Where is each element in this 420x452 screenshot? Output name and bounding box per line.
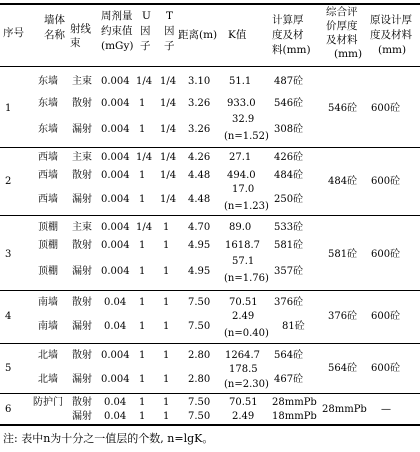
k-cell: 51.1 xyxy=(229,76,252,87)
beam-cell: 漏射 xyxy=(72,411,92,422)
header-calc-2: 度及材 xyxy=(272,29,304,41)
u-cell: 1/4 xyxy=(136,222,153,233)
wall-cell: 顶棚 xyxy=(38,240,58,251)
beam-cell: 漏射 xyxy=(72,266,92,277)
eval-cell: 484砼 xyxy=(328,176,358,187)
k-cell: 1264.7 xyxy=(225,350,260,361)
seq-cell: 6 xyxy=(5,404,12,415)
u-cell: 1 xyxy=(139,170,146,181)
limit-cell: 0.004 xyxy=(101,222,130,233)
beam-cell: 漏射 xyxy=(72,194,92,205)
header-eval-2: 价厚度 xyxy=(326,20,358,32)
k-cell: 89.0 xyxy=(229,222,252,233)
t-cell: 1 xyxy=(163,350,170,361)
beam-cell: 散射 xyxy=(72,98,92,109)
wall-cell: 顶棚 xyxy=(38,222,58,233)
distance-cell: 2.80 xyxy=(188,374,211,385)
header-orig: 原设计厚 xyxy=(370,14,412,26)
u-cell: 1 xyxy=(139,297,146,308)
header-orig-2: 度及材料 xyxy=(370,29,412,41)
orig-cell: 600砼 xyxy=(371,363,401,374)
t-cell: 1/4 xyxy=(160,194,177,205)
distance-cell: 7.50 xyxy=(188,321,211,332)
seq-cell: 1 xyxy=(5,103,12,114)
beam-cell: 散射 xyxy=(72,350,92,361)
t-cell: 1 xyxy=(163,266,170,277)
header-t-2: 因 xyxy=(164,25,175,37)
wall-cell: 东墙 xyxy=(38,98,58,109)
wall-cell: 北墙 xyxy=(38,350,58,361)
calc-cell: 564砼 xyxy=(274,350,304,361)
calc-cell: 81砼 xyxy=(282,321,305,332)
eval-cell: 564砼 xyxy=(328,363,358,374)
u-cell: 1 xyxy=(139,350,146,361)
header-u-3: 子 xyxy=(140,40,151,52)
k-cell: 178.5 xyxy=(229,364,258,375)
beam-cell: 漏射 xyxy=(72,321,92,332)
header-seq: 序号 xyxy=(3,27,24,39)
limit-cell: 0.04 xyxy=(104,297,127,308)
header-distance: 距离(m) xyxy=(178,29,218,41)
header-wall-2: 名称 xyxy=(44,29,65,41)
limit-cell: 0.004 xyxy=(101,152,130,163)
k-cell: 2.49 xyxy=(232,311,255,322)
calc-cell: 487砼 xyxy=(274,76,304,87)
u-cell: 1 xyxy=(139,321,146,332)
limit-cell: 0.004 xyxy=(101,266,130,277)
distance-cell: 3.26 xyxy=(188,124,211,135)
distance-cell: 4.26 xyxy=(188,152,211,163)
k-cell: 27.1 xyxy=(229,152,252,163)
distance-cell: 4.95 xyxy=(188,266,211,277)
limit-cell: 0.04 xyxy=(104,397,127,408)
wall-cell: 西墙 xyxy=(38,170,58,181)
k-cell: 933.0 xyxy=(227,98,256,109)
limit-cell: 0.004 xyxy=(101,98,130,109)
beam-cell: 漏射 xyxy=(72,124,92,135)
table-row xyxy=(0,362,320,394)
n-cell: (n=1.52) xyxy=(224,131,269,142)
t-cell: 1 xyxy=(163,397,170,408)
wall-cell: 西墙 xyxy=(38,194,58,205)
t-cell: 1/4 xyxy=(160,152,177,163)
header-u: U xyxy=(142,10,151,22)
eval-cell: 28mmPb xyxy=(322,404,367,415)
limit-cell: 0.004 xyxy=(101,350,130,361)
limit-cell: 0.004 xyxy=(101,124,130,135)
calc-cell: 426砼 xyxy=(274,152,304,163)
distance-cell: 7.50 xyxy=(188,297,211,308)
orig-cell: 600砼 xyxy=(371,103,401,114)
distance-cell: 4.48 xyxy=(188,170,211,181)
group-rule xyxy=(0,343,420,344)
u-cell: 1/4 xyxy=(136,152,153,163)
k-cell: 70.51 xyxy=(229,297,258,308)
seq-cell: 4 xyxy=(5,311,12,322)
limit-cell: 0.004 xyxy=(101,170,130,181)
limit-cell: 0.004 xyxy=(101,374,130,385)
eval-cell: 546砼 xyxy=(328,103,358,114)
seq-cell: 5 xyxy=(5,363,12,374)
header-eval-unit: (mm) xyxy=(334,48,363,60)
t-cell: 1/4 xyxy=(160,98,177,109)
beam-cell: 散射 xyxy=(72,397,92,408)
calc-cell: 376砼 xyxy=(274,297,304,308)
t-cell: 1 xyxy=(163,374,170,385)
calc-cell: 357砼 xyxy=(274,266,304,277)
seq-cell: 2 xyxy=(5,176,12,187)
group-rule xyxy=(0,215,420,216)
calc-cell: 533砼 xyxy=(274,222,304,233)
limit-cell: 0.004 xyxy=(101,76,130,87)
table-row xyxy=(0,222,320,242)
header-eval-3: 及材料 xyxy=(326,34,358,46)
u-cell: 1 xyxy=(139,266,146,277)
wall-cell: 南墙 xyxy=(38,297,58,308)
header-orig-unit: (mm) xyxy=(378,44,407,56)
t-cell: 1/4 xyxy=(160,124,177,135)
calc-cell: 484砼 xyxy=(274,170,304,181)
u-cell: 1 xyxy=(139,124,146,135)
beam-cell: 主束 xyxy=(72,76,92,87)
t-cell: 1 xyxy=(163,240,170,251)
orig-cell: — xyxy=(381,404,391,415)
seq-cell: 3 xyxy=(5,249,12,260)
distance-cell: 4.48 xyxy=(188,194,211,205)
header-eval: 综合评 xyxy=(326,6,358,18)
distance-cell: 2.80 xyxy=(188,350,211,361)
k-cell: 1618.7 xyxy=(225,240,260,251)
wall-cell: 东墙 xyxy=(38,124,58,135)
table-row xyxy=(0,152,320,172)
beam-cell: 主束 xyxy=(72,222,92,233)
distance-cell: 4.70 xyxy=(188,222,211,233)
wall-cell: 北墙 xyxy=(38,374,58,385)
header-rule xyxy=(0,66,420,67)
distance-cell: 3.10 xyxy=(188,76,211,87)
beam-cell: 散射 xyxy=(72,240,92,251)
calc-cell: 308砼 xyxy=(274,124,304,135)
calc-cell: 467砼 xyxy=(274,374,304,385)
calc-cell: 18mmPb xyxy=(272,411,317,422)
distance-cell: 7.50 xyxy=(188,411,211,422)
header-calc: 计算厚 xyxy=(272,14,304,26)
wall-cell: 南墙 xyxy=(38,321,58,332)
limit-cell: 0.004 xyxy=(101,194,130,205)
group-rule xyxy=(0,290,420,291)
limit-cell: 0.04 xyxy=(104,321,127,332)
u-cell: 1 xyxy=(139,374,146,385)
orig-cell: 600砼 xyxy=(371,311,401,322)
calc-cell: 546砼 xyxy=(274,98,304,109)
distance-cell: 7.50 xyxy=(188,397,211,408)
header-calc-3: 料(mm) xyxy=(272,44,311,56)
u-cell: 1 xyxy=(139,98,146,109)
distance-cell: 4.95 xyxy=(188,240,211,251)
wall-cell: 西墙 xyxy=(38,152,58,163)
t-cell: 1 xyxy=(163,411,170,422)
table-top-rule xyxy=(0,3,420,5)
group-rule xyxy=(0,147,420,148)
t-cell: 1/4 xyxy=(160,170,177,181)
beam-cell: 散射 xyxy=(72,297,92,308)
header-t: T xyxy=(166,10,174,22)
u-cell: 1 xyxy=(139,411,146,422)
header-beam: 射线束 xyxy=(70,23,91,49)
distance-cell: 3.26 xyxy=(188,98,211,109)
wall-cell: 防护门 xyxy=(33,397,63,408)
k-cell: 494.0 xyxy=(227,170,256,181)
beam-cell: 主束 xyxy=(72,152,92,163)
table-row xyxy=(0,184,320,214)
beam-cell: 散射 xyxy=(72,170,92,181)
eval-cell: 376砼 xyxy=(328,311,358,322)
wall-cell: 东墙 xyxy=(38,76,58,87)
calc-cell: 250砼 xyxy=(274,194,304,205)
orig-cell: 600砼 xyxy=(371,176,401,187)
t-cell: 1 xyxy=(163,321,170,332)
limit-cell: 0.04 xyxy=(104,411,127,422)
n-cell: (n=1.23) xyxy=(224,201,269,212)
t-cell: 1/4 xyxy=(160,76,177,87)
table-row xyxy=(0,411,320,425)
header-weekly-limit-2: 约束值 xyxy=(101,25,133,37)
u-cell: 1 xyxy=(139,194,146,205)
t-cell: 1 xyxy=(163,297,170,308)
k-cell: 2.49 xyxy=(232,411,255,422)
orig-cell: 600砼 xyxy=(371,249,401,260)
table-row xyxy=(0,256,320,288)
header-weekly-limit-unit: (mGy) xyxy=(101,40,134,52)
u-cell: 1 xyxy=(139,397,146,408)
table-row xyxy=(0,114,320,146)
header-wall: 墙体 xyxy=(44,14,65,26)
n-cell: (n=0.40) xyxy=(224,328,269,339)
eval-cell: 581砼 xyxy=(328,249,358,260)
wall-cell: 顶棚 xyxy=(38,266,58,277)
k-cell: 70.51 xyxy=(229,397,258,408)
table-row xyxy=(0,397,320,411)
n-cell: (n=1.76) xyxy=(224,273,269,284)
k-cell: 57.1 xyxy=(232,256,255,267)
header-k: K值 xyxy=(228,29,247,41)
limit-cell: 0.004 xyxy=(101,240,130,251)
beam-cell: 漏射 xyxy=(72,374,92,385)
table-row xyxy=(0,76,320,98)
header-t-3: 子 xyxy=(164,40,175,52)
k-cell: 32.9 xyxy=(232,114,255,125)
header-u-2: 因 xyxy=(140,25,151,37)
calc-cell: 581砼 xyxy=(274,240,304,251)
u-cell: 1/4 xyxy=(136,76,153,87)
calc-cell: 28mmPb xyxy=(272,397,317,408)
n-cell: (n=2.30) xyxy=(224,379,269,390)
table-row xyxy=(0,311,320,343)
t-cell: 1 xyxy=(163,222,170,233)
header-weekly-limit: 周剂量 xyxy=(101,10,133,22)
table-footnote: 注: 表中n为十分之一值层的个数, n=lgK。 xyxy=(3,432,214,445)
u-cell: 1 xyxy=(139,240,146,251)
k-cell: 17.0 xyxy=(232,184,255,195)
